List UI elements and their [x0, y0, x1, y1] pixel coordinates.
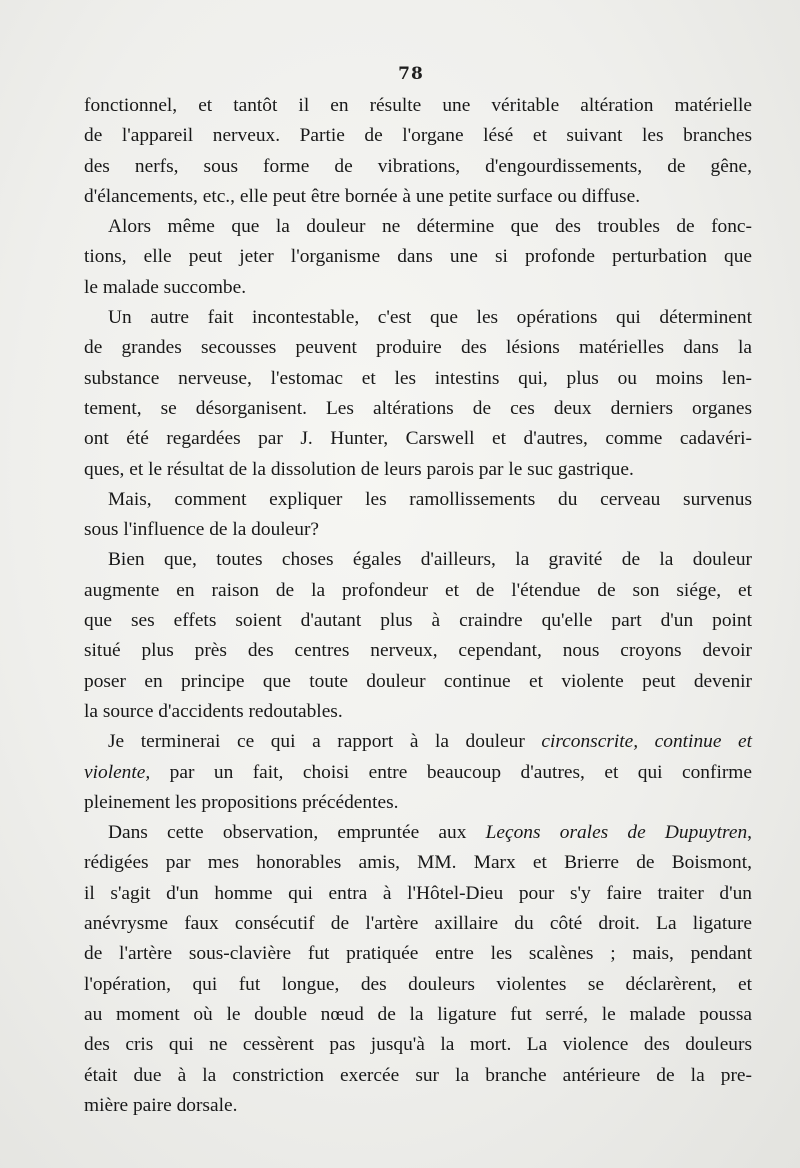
text-line: était due à la constriction exercée sur la branche antérieure de la pre-: [84, 1064, 752, 1086]
text-line: situé plus près des centres nerveux, cependant, nous croyons devoir: [84, 640, 752, 662]
text-line: ont été regardées par J. Hunter, Carswell et d'autres, comme cadavéri-: [84, 428, 752, 450]
paragraph-2: [84, 212, 752, 303]
body-text: [84, 91, 752, 1121]
text-run: Je terminerai ce qui a rapport à la douleur: [108, 731, 542, 753]
text-line: Bien que, toutes choses égales d'ailleurs, la gravité de la douleur: [108, 549, 752, 571]
text-line: de grandes secousses peuvent produire des lésions matérielles dans la: [84, 337, 752, 359]
text-line-mixed: [84, 758, 752, 788]
text-line: l'opération, qui fut longue, des douleurs violentes se déclarèrent, et: [84, 973, 752, 995]
text-line: le malade succombe.: [84, 276, 247, 298]
italic-run: circonscrite, continue et: [541, 731, 752, 753]
italic-run: violente,: [84, 761, 151, 783]
text-line: des nerfs, sous forme de vibrations, d'engourdissements, de gêne,: [84, 155, 752, 177]
text-line: il s'agit d'un homme qui entra à l'Hôtel-Dieu pour s'y faire traiter d'un: [84, 882, 752, 904]
paragraph-7: [84, 818, 752, 1121]
paragraph-3: [84, 303, 752, 485]
text-line: mière paire dorsale.: [84, 1094, 238, 1116]
text-line: la source d'accidents redoutables.: [84, 700, 343, 722]
text-line: Un autre fait incontestable, c'est que les opérations qui déterminent: [108, 307, 752, 329]
text-line: augmente en raison de la profondeur et de l'étendue de son siége, et: [84, 579, 752, 601]
text-run: ,: [747, 822, 752, 844]
page-number: 78: [398, 64, 424, 84]
text-line-mixed: [84, 818, 752, 848]
text-line: anévrysme faux consécutif de l'artère axillaire du côté droit. La ligature: [84, 913, 752, 935]
text-line: poser en principe que toute douleur continue et violente peut devenir: [84, 670, 752, 692]
text-line: ques, et le résultat de la dissolution de leurs parois par le suc gastrique.: [84, 458, 634, 480]
text-line: fonctionnel, et tantôt il en résulte une véritable altération matérielle: [84, 95, 752, 116]
paragraph-5: [84, 545, 752, 727]
text-line: sous l'influence de la douleur?: [84, 519, 320, 541]
text-line: de l'appareil nerveux. Partie de l'organe lésé et suivant les branches: [84, 125, 752, 147]
text-line-mixed: [84, 727, 752, 757]
text-line: Mais, comment expliquer les ramollissements du cerveau survenus: [108, 488, 752, 510]
paragraph-1: [84, 91, 752, 212]
text-line: que ses effets soient d'autant plus à craindre qu'elle part d'un point: [84, 610, 752, 632]
text-line: substance nerveuse, l'estomac et les intestins qui, plus ou moins len-: [84, 367, 752, 389]
text-run: Dans cette observation, empruntée aux: [108, 822, 486, 844]
italic-run: Leçons orales de Dupuytren: [485, 822, 748, 844]
text-line: de l'artère sous-clavière fut pratiquée entre les scalènes ; mais, pendant: [84, 943, 752, 965]
text-line: Alors même que la douleur ne détermine que des troubles de fonc-: [108, 216, 752, 238]
text-line: tions, elle peut jeter l'organisme dans une si profonde perturbation que: [84, 246, 752, 268]
text-line: pleinement les propositions précédentes.: [84, 791, 399, 813]
text-line: rédigées par mes honorables amis, MM. Marx et Brierre de Boismont,: [84, 852, 752, 874]
text-line: d'élancements, etc., elle peut être bornée à une petite surface ou diffuse.: [84, 185, 641, 207]
text-line: tement, se désorganisent. Les altérations de ces deux derniers organes: [84, 397, 752, 419]
text-line: des cris qui ne cessèrent pas jusqu'à la mort. La violence des douleurs: [84, 1034, 752, 1056]
text-line: au moment où le double nœud de la ligature fut serré, le malade poussa: [84, 1003, 752, 1025]
text-run: par un fait, choisi entre beaucoup d'autres, et qui confirme: [150, 761, 752, 783]
paragraph-4: [84, 485, 752, 546]
paragraph-6: [84, 727, 752, 818]
